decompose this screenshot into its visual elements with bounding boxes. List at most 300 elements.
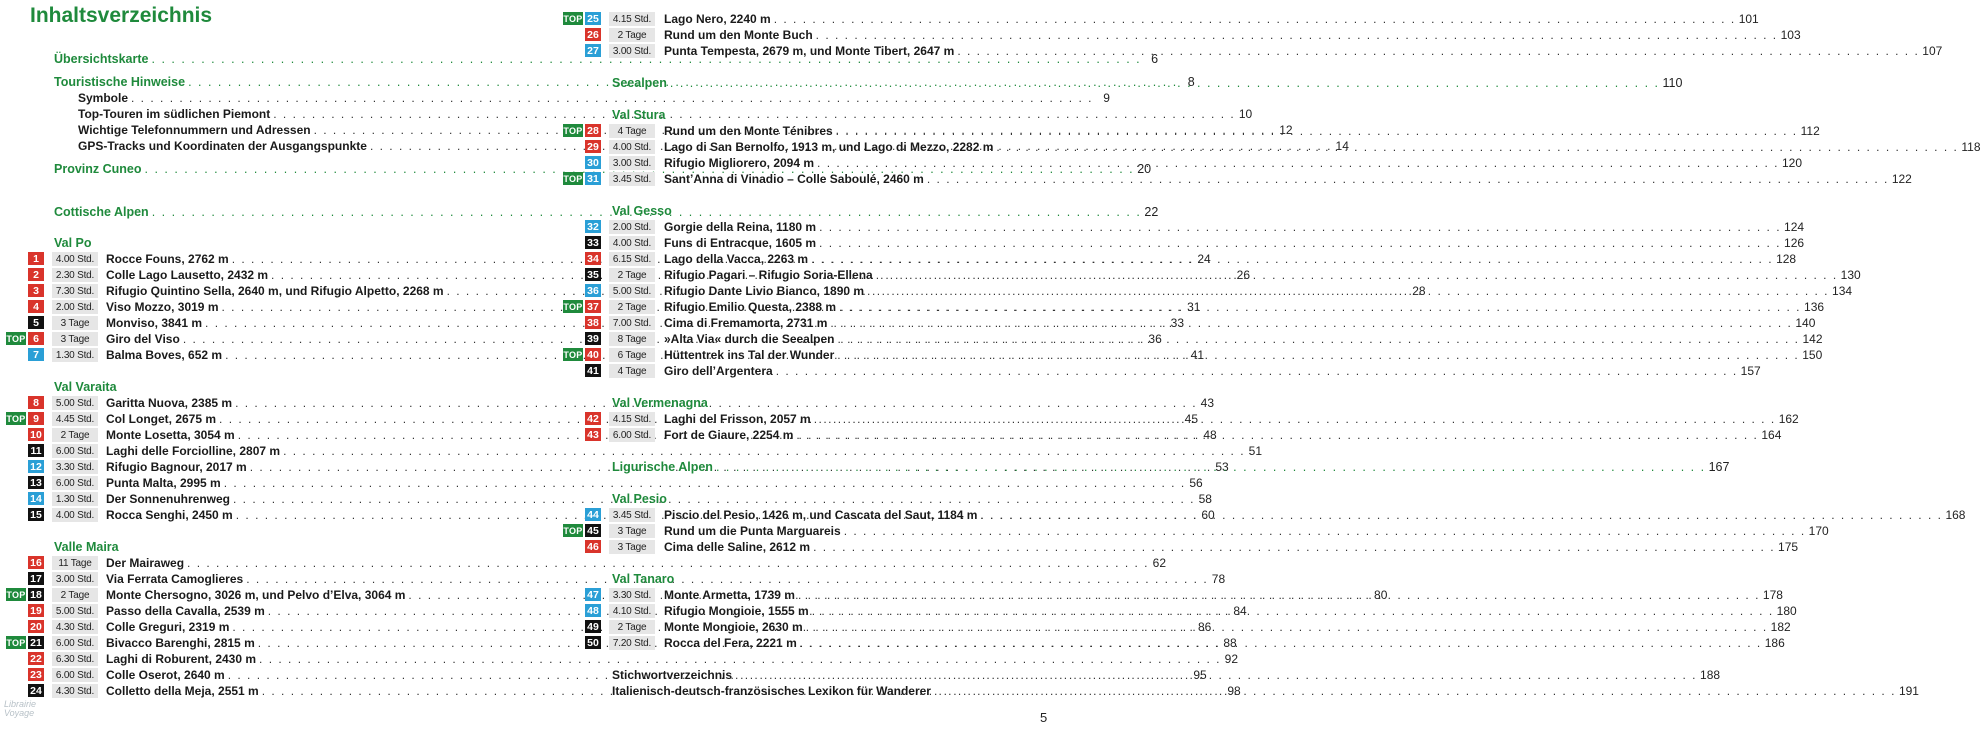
tour-duration: 6.00 Std. [52, 668, 98, 682]
entry-title: Symbole [78, 91, 129, 105]
tour-number-badge: 41 [585, 364, 601, 377]
tour-title: Rocca Senghi, 2450 m [106, 508, 233, 522]
tour-duration: 4.00 Std. [609, 236, 655, 250]
page-ref: 130 [1840, 268, 1861, 282]
tour-number-badge: 50 [585, 636, 601, 649]
leader-dots [927, 172, 1889, 186]
page-ref: 178 [1762, 588, 1783, 602]
page-ref: 124 [1784, 220, 1805, 234]
leader-dots [811, 252, 1773, 266]
tour-number-badge: 9 [28, 412, 44, 425]
section-heading [612, 571, 1049, 587]
page-ref: 28 [1412, 284, 1426, 298]
leader-dots [283, 444, 1245, 458]
leader-dots [817, 156, 1779, 170]
leader-dots [776, 364, 1738, 378]
entry-title: GPS-Tracks und Koordinaten der Ausgangspunkte [78, 139, 367, 153]
tour-title: Rifugio Quintino Sella, 2640 m, und Rifugio Alpetto, 2268 m [106, 284, 444, 298]
page-number: 5 [1040, 710, 1048, 725]
page-ref: 6 [1151, 52, 1159, 66]
entry-title: Übersichtskarte [54, 52, 149, 66]
tour-number-badge: 43 [585, 428, 601, 441]
tour-duration: 5.00 Std. [609, 284, 655, 298]
leader-dots [957, 44, 1919, 58]
top-tour-badge: TOP [563, 349, 583, 360]
page-ref: 120 [1782, 156, 1803, 170]
tour-duration: 2 Tage [609, 28, 655, 42]
section-title: Val Stura [612, 108, 666, 122]
page-ref: 182 [1770, 620, 1791, 634]
tour-title: Laghi di Roburent, 2430 m [106, 652, 257, 666]
leader-dots [716, 460, 1706, 474]
tour-title: Colle Greguri, 2319 m [106, 620, 230, 634]
page-ref: 20 [1137, 162, 1152, 176]
page-ref: 103 [1780, 28, 1801, 42]
tour-title: Colle Oserot, 2640 m [106, 668, 225, 682]
tour-title: Via Ferrata Camoglieres [106, 572, 244, 586]
page-ref: 45 [1184, 412, 1198, 426]
tour-title: Cima di Fremamorta, 2731 m [664, 316, 828, 330]
leader-dots [796, 428, 1758, 442]
tour-number-badge: 28 [585, 124, 601, 137]
tour-duration: 1.30 Std. [52, 348, 98, 362]
tour-number-badge: 42 [585, 412, 601, 425]
toc-entry[interactable] [664, 11, 1759, 27]
tour-duration: 2 Tage [52, 428, 98, 442]
leader-dots [819, 220, 1781, 234]
tour-duration: 4.00 Std. [609, 140, 655, 154]
tour-title: Rund um den Monte Buch [664, 28, 813, 42]
tour-number-badge: 32 [585, 220, 601, 233]
tour-number-badge: 2 [28, 268, 44, 281]
tour-number-badge: 25 [585, 12, 601, 25]
leader-dots [735, 668, 1697, 682]
page-ref: 41 [1190, 348, 1205, 362]
toc-entry[interactable] [664, 539, 1799, 555]
section-title: Val Tanaro [612, 572, 675, 586]
page-ref: 51 [1248, 444, 1263, 458]
tour-duration: 1.30 Std. [52, 492, 98, 506]
leader-dots [224, 476, 1186, 490]
tour-title: Laghi delle Forciolline, 2807 m [106, 444, 281, 458]
toc-entry[interactable] [106, 651, 1238, 667]
tour-title: Fort de Giaure, 2254 m [664, 428, 794, 442]
section-title: Val Varaita [54, 380, 117, 394]
entry-title: Ligurische Alpen [612, 460, 713, 474]
tour-duration: 3.45 Std. [609, 508, 655, 522]
page-ref: 78 [1211, 572, 1226, 586]
section-heading [612, 203, 1049, 219]
tour-duration: 3.00 Std. [52, 572, 98, 586]
tour-number-badge: 13 [28, 476, 44, 489]
entry-title: Wichtige Telefonnummern und Adressen [78, 123, 311, 137]
tour-number-badge: 14 [28, 492, 44, 505]
tour-number-badge: 12 [28, 460, 44, 473]
tour-duration: 3.45 Std. [609, 172, 655, 186]
top-tour-badge: TOP [563, 125, 583, 136]
toc-entry[interactable] [664, 219, 1805, 235]
toc-entry[interactable] [106, 443, 1263, 459]
page-ref: 162 [1778, 412, 1799, 426]
leader-dots [839, 300, 1801, 314]
page-ref: 101 [1738, 12, 1759, 26]
toc-entry[interactable] [664, 363, 1761, 379]
top-tour-badge: TOP [563, 173, 583, 184]
tour-duration: 3.00 Std. [609, 44, 655, 58]
tour-title: Colle Lago Lausetto, 2432 m [106, 268, 269, 282]
page-ref: 128 [1776, 252, 1797, 266]
section-heading [54, 235, 490, 251]
tour-title: Funs di Entracque, 1605 m [664, 236, 817, 250]
page-ref: 8 [1187, 75, 1195, 89]
page-ref: 58 [1198, 492, 1212, 506]
tour-title: Lago della Vacca, 2263 m [664, 252, 809, 266]
page-ref: 122 [1891, 172, 1912, 186]
page-ref: 92 [1224, 652, 1238, 666]
leader-dots [259, 652, 1221, 666]
entry-title: Seealpen [612, 76, 667, 90]
page-ref: 98 [1227, 684, 1241, 698]
tour-number-badge: 40 [585, 348, 601, 361]
tour-title: Der Sonnenuhrenweg [106, 492, 231, 506]
tour-title: Col Longet, 2675 m [106, 412, 217, 426]
tour-title: Cima delle Saline, 2612 m [664, 540, 811, 554]
tour-duration: 2.30 Std. [52, 268, 98, 282]
section-title: Val Pesio [612, 492, 667, 506]
page-ref: 110 [1662, 76, 1683, 90]
page-ref: 157 [1740, 364, 1761, 378]
tour-number-badge: 30 [585, 156, 601, 169]
tour-duration: 2 Tage [609, 300, 655, 314]
top-tour-badge: TOP [563, 301, 583, 312]
page-ref: 180 [1776, 604, 1797, 618]
tour-duration: 5.00 Std. [52, 396, 98, 410]
page-ref: 150 [1802, 348, 1823, 362]
page-ref: 24 [1197, 252, 1211, 266]
tour-duration: 6.00 Std. [52, 636, 98, 650]
tour-number-badge: 34 [585, 252, 601, 265]
tour-title: Rifugio Emilio Questa, 2388 m [664, 300, 837, 314]
entry-title: Touristische Hinweise [54, 75, 186, 89]
tour-title: Garitta Nuova, 2385 m [106, 396, 233, 410]
page-ref: 134 [1832, 284, 1853, 298]
tour-duration: 4.00 Std. [52, 508, 98, 522]
toc-entry[interactable] [106, 475, 1203, 491]
page-ref: 167 [1708, 460, 1730, 474]
section-heading [612, 107, 1049, 123]
page-ref: 60 [1201, 508, 1215, 522]
page-ref: 126 [1784, 236, 1805, 250]
tour-duration: 4 Tage [609, 124, 655, 138]
tour-duration: 3.00 Std. [609, 156, 655, 170]
tour-number-badge: 18 [28, 588, 44, 601]
tour-number-badge: 23 [28, 668, 44, 681]
page-ref: 10 [1238, 107, 1253, 121]
tour-number-badge: 21 [28, 636, 44, 649]
section-heading [612, 491, 1049, 507]
toc-entry[interactable] [664, 27, 1801, 43]
librairie-voyage-logo: Librairie Voyage [4, 699, 37, 718]
toc-entry[interactable] [106, 555, 1166, 571]
page-ref: 43 [1200, 396, 1215, 410]
leader-dots [838, 332, 1800, 346]
tour-duration: 2 Tage [609, 620, 655, 634]
tour-title: Monte Mongioie, 2630 m [664, 620, 803, 634]
section-heading [612, 395, 1049, 411]
leader-dots [813, 540, 1775, 554]
tour-title: Rifugio Bagnour, 2017 m [106, 460, 247, 474]
toc-entry[interactable] [664, 235, 1805, 251]
tour-title: Punta Tempesta, 2679 m, und Monte Tibert, 2647 m [664, 44, 955, 58]
leader-dots [812, 604, 1774, 618]
tour-duration: 8 Tage [609, 332, 655, 346]
tour-title: Hüttentrek ins Tal der Wunder [664, 348, 835, 362]
tour-number-badge: 6 [28, 332, 44, 345]
tour-title: Punta Malta, 2995 m [106, 476, 221, 490]
tour-number-badge: 1 [28, 252, 44, 265]
tour-title: Lago Nero, 2240 m [664, 12, 771, 26]
tour-number-badge: 27 [585, 44, 601, 57]
page-ref: 12 [1279, 123, 1293, 137]
tour-number-badge: 47 [585, 588, 601, 601]
leader-dots [836, 124, 1798, 138]
tour-title: Rocce Founs, 2762 m [106, 252, 229, 266]
tour-duration: 5.00 Std. [52, 604, 98, 618]
tour-duration: 4.15 Std. [609, 412, 655, 426]
tour-duration: 3 Tage [52, 332, 98, 346]
tour-number-badge: 49 [585, 620, 601, 633]
tour-number-badge: 24 [28, 684, 44, 697]
page-ref: 186 [1764, 636, 1785, 650]
page-ref: 164 [1761, 428, 1782, 442]
page-ref: 33 [1170, 316, 1185, 330]
tour-title: Rifugio Migliorero, 2094 m [664, 156, 815, 170]
tour-number-badge: 15 [28, 508, 44, 521]
tour-duration: 7.20 Std. [609, 636, 655, 650]
page-ref: 188 [1700, 668, 1721, 682]
tour-duration: 6.15 Std. [609, 252, 655, 266]
entry-title: Cottische Alpen [54, 205, 149, 219]
tour-number-badge: 26 [585, 28, 601, 41]
tour-number-badge: 20 [28, 620, 44, 633]
tour-number-badge: 33 [585, 236, 601, 249]
section-title: Val Vermenagna [612, 396, 708, 410]
section-heading [54, 539, 490, 555]
leader-dots [934, 684, 1896, 698]
top-tour-badge: TOP [563, 13, 583, 24]
leader-dots [798, 588, 1760, 602]
tour-duration: 2.00 Std. [609, 220, 655, 234]
tour-duration: 7.30 Std. [52, 284, 98, 298]
entry-title: Italienisch-deutsch-französisches Lexikon für Wanderer [612, 684, 931, 698]
leader-dots [131, 91, 1093, 105]
page-ref: 9 [1103, 91, 1110, 105]
page-ref: 26 [1236, 268, 1251, 282]
leader-dots [980, 508, 1942, 522]
tour-title: Rifugio Pagari – Rifugio Soria-Ellena [664, 268, 873, 282]
tour-number-badge: 36 [585, 284, 601, 297]
leader-dots [800, 636, 1762, 650]
tour-number-badge: 29 [585, 140, 601, 153]
tour-duration: 4.15 Std. [609, 12, 655, 26]
page-ref: 31 [1187, 300, 1201, 314]
leader-dots [816, 28, 1778, 42]
tour-number-badge: 7 [28, 348, 44, 361]
top-tour-badge: TOP [6, 333, 26, 344]
tour-title: Passo della Cavalla, 2539 m [106, 604, 265, 618]
page-ref: 191 [1898, 684, 1919, 698]
tour-duration: 4.30 Std. [52, 620, 98, 634]
tour-duration: 3 Tage [609, 524, 655, 538]
tour-duration: 6.00 Std. [609, 428, 655, 442]
page-ref: 84 [1233, 604, 1247, 618]
tour-title: Der Mairaweg [106, 556, 185, 570]
tour-number-badge: 35 [585, 268, 601, 281]
tour-number-badge: 3 [28, 284, 44, 297]
tour-number-badge: 38 [585, 316, 601, 329]
tour-number-badge: 37 [585, 300, 601, 313]
tour-title: Laghi del Frisson, 2057 m [664, 412, 811, 426]
toc-entry[interactable] [664, 155, 1803, 171]
tour-duration: 3 Tage [609, 540, 655, 554]
top-tour-badge: TOP [563, 525, 583, 536]
section-heading [54, 379, 490, 395]
leader-dots [837, 348, 1799, 362]
page-ref: 170 [1808, 524, 1829, 538]
leader-dots [819, 236, 1781, 250]
page-ref: 86 [1198, 620, 1212, 634]
leader-dots [876, 268, 1838, 282]
page-ref: 48 [1203, 428, 1217, 442]
leader-dots [830, 316, 1792, 330]
tour-number-badge: 10 [28, 428, 44, 441]
tour-duration: 6.30 Std. [52, 652, 98, 666]
toc-entry[interactable] [664, 43, 1943, 59]
leader-dots [187, 556, 1149, 570]
tour-duration: 2 Tage [609, 268, 655, 282]
top-tour-badge: TOP [6, 413, 26, 424]
tour-title: Gorgie della Reina, 1180 m [664, 220, 817, 234]
tour-number-badge: 19 [28, 604, 44, 617]
tour-duration: 3.30 Std. [52, 460, 98, 474]
page-ref: 175 [1778, 540, 1799, 554]
tour-duration: 4.30 Std. [52, 684, 98, 698]
page-ref: 136 [1804, 300, 1825, 314]
tour-number-badge: 48 [585, 604, 601, 617]
tour-number-badge: 39 [585, 332, 601, 345]
tour-title: »Alta Via« durch die Seealpen [664, 332, 835, 346]
tour-title: Monte Armetta, 1739 m [664, 588, 795, 602]
section-title: Valle Maira [54, 540, 119, 554]
toc-entry[interactable] [612, 75, 1683, 91]
tour-number-badge: 46 [585, 540, 601, 553]
tour-title: Sant’Anna di Vinadio – Colle Saboulé, 2460 m [664, 172, 924, 186]
page-ref: 112 [1800, 124, 1820, 138]
page-ref: 36 [1148, 332, 1162, 346]
toc-title: Inhaltsverzeichnis [30, 4, 213, 27]
tour-duration: 11 Tage [52, 556, 98, 570]
toc-entry[interactable] [664, 171, 1912, 187]
page-ref: 80 [1374, 588, 1388, 602]
tour-number-badge: 4 [28, 300, 44, 313]
page-ref: 118 [1961, 140, 1981, 154]
leader-dots [996, 140, 1958, 154]
tour-duration: 3.30 Std. [609, 588, 655, 602]
tour-title: Rifugio Dante Livio Bianco, 1890 m [664, 284, 865, 298]
tour-title: Giro del Viso [106, 332, 180, 346]
tour-duration: 7.00 Std. [609, 316, 655, 330]
tour-number-badge: 22 [28, 652, 44, 665]
tour-title: Giro dell’Argentera [664, 364, 773, 378]
top-tour-badge: TOP [6, 637, 26, 648]
tour-title: Monviso, 3841 m [106, 316, 203, 330]
leader-dots [806, 620, 1768, 634]
leader-dots [867, 284, 1829, 298]
tour-duration: 6.00 Std. [52, 476, 98, 490]
tour-title: Bivacco Barenghi, 2815 m [106, 636, 255, 650]
tour-number-badge: 8 [28, 396, 44, 409]
toc-entry[interactable] [664, 523, 1829, 539]
tour-duration: 2 Tage [52, 588, 98, 602]
page-ref: 107 [1922, 44, 1943, 58]
tour-duration: 4.10 Std. [609, 604, 655, 618]
page-ref: 142 [1802, 332, 1823, 346]
leader-dots [774, 12, 1736, 26]
tour-number-badge: 44 [585, 508, 601, 521]
tour-number-badge: 5 [28, 316, 44, 329]
tour-duration: 4 Tage [609, 364, 655, 378]
tour-title: Lago di San Bernolfo, 1913 m, und Lago di Mezzo, 2282 m [664, 140, 994, 154]
entry-title: Provinz Cuneo [54, 162, 142, 176]
page-ref: 88 [1223, 636, 1237, 650]
entry-title: Stichwortverzeichnis [612, 668, 733, 682]
tour-title: Monte Chersogno, 3026 m, und Pelvo d’Elva, 3064 m [106, 588, 406, 602]
tour-number-badge: 31 [585, 172, 601, 185]
leader-dots [670, 76, 1660, 90]
page-ref: 168 [1945, 508, 1966, 522]
leader-dots [814, 412, 1776, 426]
toc-entry[interactable] [664, 123, 1820, 139]
tour-duration: 4.00 Std. [52, 252, 98, 266]
tour-number-badge: 11 [28, 444, 44, 457]
tour-number-badge: 17 [28, 572, 44, 585]
page-ref: 95 [1193, 668, 1207, 682]
page-ref: 62 [1152, 556, 1166, 570]
tour-title: Balma Boves, 652 m [106, 348, 223, 362]
page-ref: 140 [1795, 316, 1816, 330]
tour-duration: 6.00 Std. [52, 444, 98, 458]
page-ref: 14 [1335, 139, 1349, 153]
section-title: Val Po [54, 236, 92, 250]
tour-number-badge: 16 [28, 556, 44, 569]
tour-title: Colletto della Meja, 2551 m [106, 684, 259, 698]
tour-title: Monte Losetta, 3054 m [106, 428, 235, 442]
entry-title: Top-Touren im südlichen Piemont [78, 107, 271, 121]
tour-duration: 2.00 Std. [52, 300, 98, 314]
page-ref: 53 [1215, 460, 1229, 474]
tour-number-badge: 45 [585, 524, 601, 537]
leader-dots [844, 524, 1806, 538]
tour-title: Rund um die Punta Marguareis [664, 524, 841, 538]
tour-title: Rocca del Fera, 2221 m [664, 636, 797, 650]
tour-duration: 4.45 Std. [52, 412, 98, 426]
tour-title: Viso Mozzo, 3019 m [106, 300, 219, 314]
toc-entry[interactable] [78, 90, 1110, 106]
section-title: Val Gesso [612, 204, 672, 218]
page-ref: 22 [1144, 205, 1159, 219]
tour-title: Rifugio Mongioie, 1555 m [664, 604, 809, 618]
tour-duration: 6 Tage [609, 348, 655, 362]
